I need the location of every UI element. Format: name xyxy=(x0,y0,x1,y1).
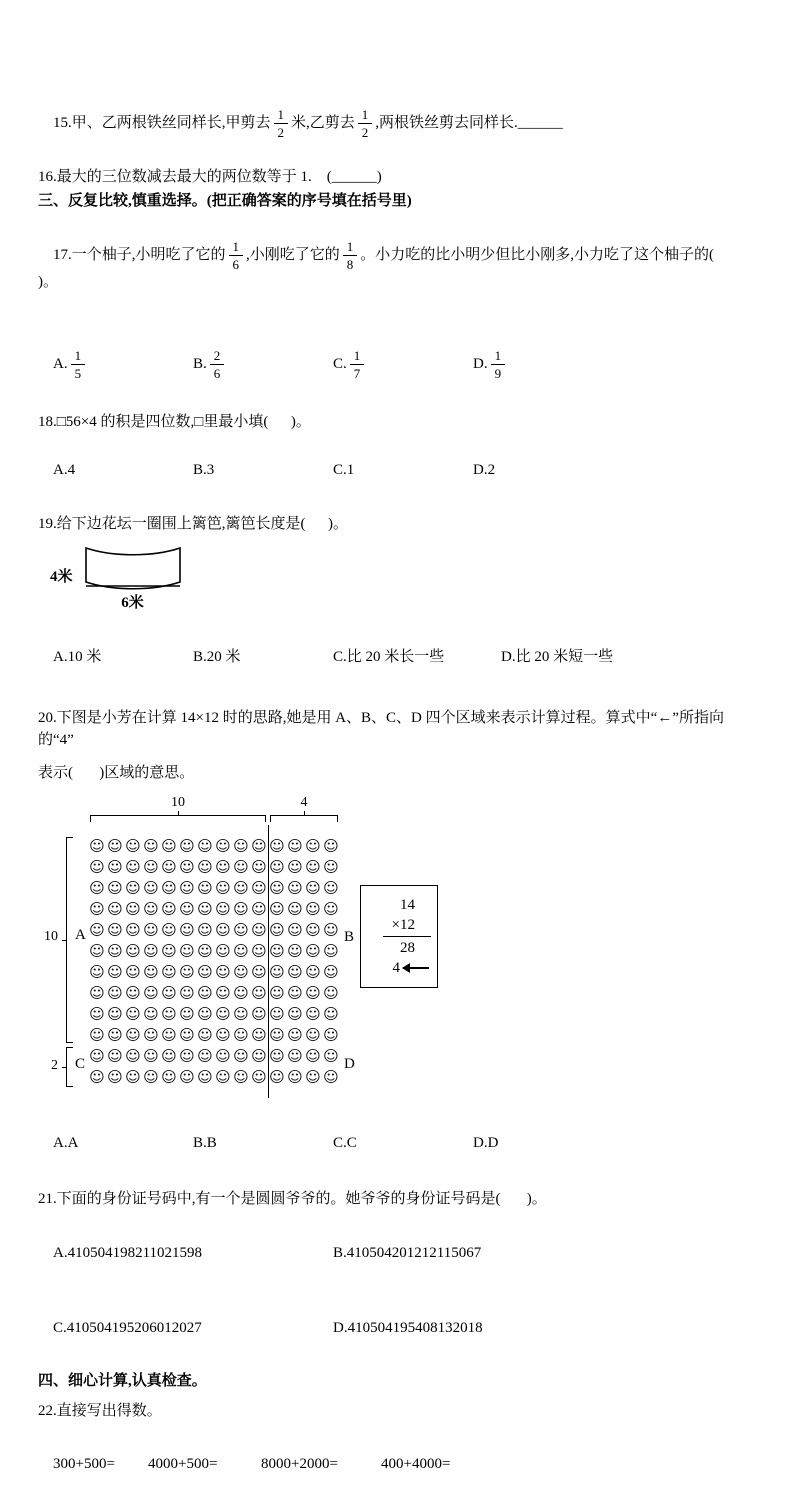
smiley-face-icon: ☺ xyxy=(287,1046,303,1065)
smiley-face-icon: ☺ xyxy=(161,836,177,855)
question-18: 18.□56×4 的积是四位数,□里最小填( )。 xyxy=(38,414,311,430)
smiley-face-icon: ☺ xyxy=(305,962,321,981)
smiley-face-icon: ☺ xyxy=(161,899,177,918)
smiley-face-icon: ☺ xyxy=(251,1046,267,1065)
smiley-face-icon: ☺ xyxy=(251,1004,267,1023)
smiley-face-icon: ☺ xyxy=(89,899,105,918)
smiley-face-icon: ☺ xyxy=(107,1067,123,1086)
left-arrow-icon xyxy=(403,967,429,969)
smiley-face-icon: ☺ xyxy=(197,1067,213,1086)
smiley-face-icon: ☺ xyxy=(233,962,249,981)
smiley-face-icon: ☺ xyxy=(179,899,195,918)
option-d: D. $\frac{1}{9}$ xyxy=(473,349,508,380)
left-brace-top xyxy=(66,837,73,1043)
mult-multiplicand: 14 xyxy=(400,897,415,914)
option-d: D.410504195408132018 xyxy=(333,1319,483,1336)
smiley-face-icon: ☺ xyxy=(323,878,339,897)
smiley-face-icon: ☺ xyxy=(143,941,159,960)
smiley-face-icon: ☺ xyxy=(179,857,195,876)
region-label-d: D xyxy=(344,1056,355,1073)
smiley-face-icon: ☺ xyxy=(215,878,231,897)
left-rows-count-label: 2 xyxy=(51,1058,58,1074)
smiley-face-icon: ☺ xyxy=(323,1046,339,1065)
smiley-face-icon: ☺ xyxy=(107,941,123,960)
smiley-face-icon: ☺ xyxy=(143,878,159,897)
calc-problem: 4000+500= xyxy=(148,1455,218,1472)
smiley-face-icon: ☺ xyxy=(89,857,105,876)
option-a: A.410504198211021598 xyxy=(53,1244,203,1261)
smiley-face-icon: ☺ xyxy=(107,836,123,855)
smiley-face-icon: ☺ xyxy=(89,878,105,897)
smiley-face-icon: ☺ xyxy=(89,941,105,960)
smiley-face-icon: ☺ xyxy=(269,920,285,939)
smiley-face-icon: ☺ xyxy=(107,1025,123,1044)
smiley-face-icon: ☺ xyxy=(197,983,213,1002)
question-18-options xyxy=(38,436,756,503)
option-b: B. $\frac{2}{6}$ xyxy=(193,349,333,380)
smiley-face-icon: ☺ xyxy=(269,899,285,918)
smiley-face-icon: ☺ xyxy=(233,920,249,939)
question-21-options-row1 xyxy=(38,1220,756,1286)
smiley-face-icon: ☺ xyxy=(305,941,321,960)
smiley-face-icon: ☺ xyxy=(161,1046,177,1065)
fraction-one-half: $\frac{1}{2}$ xyxy=(274,108,289,139)
smiley-face-icon: ☺ xyxy=(197,878,213,897)
grid-split-line xyxy=(268,825,269,1098)
question-21: 21.下面的身份证号码中,有一个是圆圆爷爷的。她爷爷的身份证号码是( )。 xyxy=(38,1190,547,1207)
smiley-face-icon: ☺ xyxy=(89,962,105,981)
smiley-face-icon: ☺ xyxy=(89,1046,105,1065)
option-b: B.410504201212115067 xyxy=(333,1244,482,1261)
smiley-face-icon: ☺ xyxy=(143,1004,159,1023)
region-label-a: A xyxy=(75,927,86,944)
smiley-face-icon: ☺ xyxy=(269,1004,285,1023)
section-4-heading: 四、细心计算,认真检查。 xyxy=(38,1372,207,1389)
smiley-face-icon: ☺ xyxy=(107,983,123,1002)
option-c: C.1 xyxy=(333,461,355,478)
fraction-one-sixth: $\frac{1}{6}$ xyxy=(229,240,244,271)
region-label-c: C xyxy=(75,1056,86,1073)
smiley-face-icon: ☺ xyxy=(287,983,303,1002)
smiley-face-icon: ☺ xyxy=(107,1004,123,1023)
option-d: D.比 20 米短一些 xyxy=(501,649,614,666)
smiley-face-icon: ☺ xyxy=(107,878,123,897)
smiley-face-icon: ☺ xyxy=(143,1067,159,1086)
smiley-face-icon: ☺ xyxy=(179,1046,195,1065)
smiley-face-icon: ☺ xyxy=(251,920,267,939)
mult-partial-product: 28 xyxy=(400,940,415,957)
smiley-face-icon: ☺ xyxy=(305,1067,321,1086)
smiley-face-icon: ☺ xyxy=(143,836,159,855)
smiley-face-icon: ☺ xyxy=(161,920,177,939)
q20-area-model-diagram xyxy=(38,795,756,1103)
option-b: B.B xyxy=(193,1134,217,1151)
flowerbed-height-label: 4米 xyxy=(50,569,73,586)
smiley-face-icon: ☺ xyxy=(233,878,249,897)
top-columns-count-label: 4 xyxy=(300,795,308,811)
fraction-one-half: $\frac{1}{2}$ xyxy=(358,108,373,139)
smiley-face-icon: ☺ xyxy=(251,899,267,918)
option-c: C.410504195206012027 xyxy=(53,1319,202,1336)
mult-pointed-digit-row xyxy=(367,958,431,978)
smiley-face-icon: ☺ xyxy=(305,983,321,1002)
smiley-face-icon: ☺ xyxy=(125,983,141,1002)
smiley-face-icon: ☺ xyxy=(251,836,267,855)
smiley-face-icon: ☺ xyxy=(125,878,141,897)
smiley-face-icon: ☺ xyxy=(269,878,285,897)
smiley-face-icon: ☺ xyxy=(89,983,105,1002)
smiley-face-icon: ☺ xyxy=(107,962,123,981)
smiley-face-icon: ☺ xyxy=(89,1025,105,1044)
smiley-face-icon: ☺ xyxy=(143,1046,159,1065)
smiley-face-icon: ☺ xyxy=(269,941,285,960)
smiley-face-icon: ☺ xyxy=(215,857,231,876)
smiley-face-icon: ☺ xyxy=(269,836,285,855)
smiley-face-icon: ☺ xyxy=(143,962,159,981)
smiley-face-icon: ☺ xyxy=(233,899,249,918)
q17-text-post: 。小力吃的比小明少但比小刚多,小力吃了这个柚子的( )。 xyxy=(38,246,737,290)
q17-text-pre: 17.一个柚子,小明吃了它的 xyxy=(53,246,226,263)
smiley-face-icon: ☺ xyxy=(197,899,213,918)
smiley-face-icon: ☺ xyxy=(269,1067,285,1086)
smiley-face-icon: ☺ xyxy=(287,1025,303,1044)
q17-text-mid: ,小刚吃了它的 xyxy=(246,246,340,263)
smiley-face-icon: ☺ xyxy=(125,920,141,939)
smiley-face-icon: ☺ xyxy=(179,920,195,939)
calc-problem: 400+4000= xyxy=(381,1455,451,1472)
smiley-face-icon: ☺ xyxy=(143,857,159,876)
smiley-face-icon: ☺ xyxy=(179,878,195,897)
smiley-face-icon: ☺ xyxy=(161,962,177,981)
option-b: B.3 xyxy=(193,461,215,478)
smiley-face-icon: ☺ xyxy=(323,983,339,1002)
fraction-one-ninth: $\frac{1}{9}$ xyxy=(491,349,506,380)
smiley-face-icon: ☺ xyxy=(179,962,195,981)
fraction-one-seventh: $\frac{1}{7}$ xyxy=(350,349,365,380)
smiley-face-icon: ☺ xyxy=(179,836,195,855)
smiley-face-icon: ☺ xyxy=(215,962,231,981)
smiley-face-icon: ☺ xyxy=(323,920,339,939)
smiley-face-icon: ☺ xyxy=(215,941,231,960)
smiley-face-icon: ☺ xyxy=(233,836,249,855)
question-16: 16.最大的三位数减去最大的两位数等于 1. (______) xyxy=(38,169,382,185)
smiley-face-icon: ☺ xyxy=(161,857,177,876)
smiley-face-icon: ☺ xyxy=(251,857,267,876)
smiley-face-icon: ☺ xyxy=(143,983,159,1002)
smiley-face-icon: ☺ xyxy=(323,1025,339,1044)
smiley-face-icon: ☺ xyxy=(107,857,123,876)
option-a: A.10 米 xyxy=(53,649,102,666)
smiley-face-icon: ☺ xyxy=(125,962,141,981)
smiley-face-icon: ☺ xyxy=(179,1025,195,1044)
smiley-face-icon: ☺ xyxy=(305,878,321,897)
question-19-options xyxy=(38,624,756,691)
smiley-face-icon: ☺ xyxy=(143,920,159,939)
question-20-line1: 20.下图是小芳在计算 14×12 时的思路,她是用 A、B、C、D 四个区域来表示计算过程。算式中“←”所指向的“4” xyxy=(38,710,724,749)
smiley-face-icon: ☺ xyxy=(287,920,303,939)
smiley-face-icon: ☺ xyxy=(287,962,303,981)
left-brace-bottom xyxy=(66,1047,73,1087)
smiley-face-icon: ☺ xyxy=(251,878,267,897)
section-3-heading: 三、反复比较,慎重选择。(把正确答案的序号填在括号里) xyxy=(38,193,412,209)
question-20-line2: 表示( )区域的意思。 xyxy=(38,765,195,782)
flowerbed-shape xyxy=(83,540,183,594)
option-d: D.D xyxy=(473,1134,499,1151)
calc-problem: 300+500= xyxy=(53,1455,115,1472)
smiley-face-icon: ☺ xyxy=(269,962,285,981)
smiley-grid xyxy=(88,835,340,1087)
smiley-face-icon: ☺ xyxy=(215,1004,231,1023)
smiley-face-icon: ☺ xyxy=(305,920,321,939)
smiley-face-icon: ☺ xyxy=(251,962,267,981)
smiley-face-icon: ☺ xyxy=(197,920,213,939)
smiley-face-icon: ☺ xyxy=(125,836,141,855)
smiley-face-icon: ☺ xyxy=(161,878,177,897)
smiley-face-icon: ☺ xyxy=(269,857,285,876)
smiley-face-icon: ☺ xyxy=(215,1046,231,1065)
smiley-face-icon: ☺ xyxy=(215,1025,231,1044)
smiley-face-icon: ☺ xyxy=(305,1004,321,1023)
smiley-face-icon: ☺ xyxy=(125,899,141,918)
smiley-face-icon: ☺ xyxy=(125,1025,141,1044)
smiley-face-icon: ☺ xyxy=(197,857,213,876)
smiley-face-icon: ☺ xyxy=(323,941,339,960)
smiley-face-icon: ☺ xyxy=(215,920,231,939)
fraction-one-eighth: $\frac{1}{8}$ xyxy=(343,240,358,271)
smiley-face-icon: ☺ xyxy=(251,983,267,1002)
mult-multiplier: ×12 xyxy=(391,917,415,934)
smiley-face-icon: ☺ xyxy=(233,1025,249,1044)
smiley-face-icon: ☺ xyxy=(161,983,177,1002)
smiley-face-icon: ☺ xyxy=(197,962,213,981)
smiley-face-icon: ☺ xyxy=(233,983,249,1002)
top-brace-right xyxy=(270,815,338,822)
smiley-face-icon: ☺ xyxy=(215,899,231,918)
smiley-face-icon: ☺ xyxy=(125,1004,141,1023)
q15-text-mid: 米,乙剪去 xyxy=(291,114,355,131)
smiley-face-icon: ☺ xyxy=(251,1025,267,1044)
smiley-face-icon: ☺ xyxy=(323,1004,339,1023)
smiley-face-icon: ☺ xyxy=(287,1004,303,1023)
smiley-grid-wrap xyxy=(88,835,340,1087)
smiley-face-icon: ☺ xyxy=(179,983,195,1002)
smiley-face-icon: ☺ xyxy=(215,1067,231,1086)
smiley-face-icon: ☺ xyxy=(143,899,159,918)
smiley-face-icon: ☺ xyxy=(305,899,321,918)
smiley-face-icon: ☺ xyxy=(233,857,249,876)
question-17 xyxy=(38,218,756,315)
mult-rule-line xyxy=(383,936,431,937)
smiley-face-icon: ☺ xyxy=(287,899,303,918)
option-a: A.A xyxy=(53,1134,79,1151)
q15-text-pre: 15.甲、乙两根铁丝同样长,甲剪去 xyxy=(53,114,271,131)
smiley-face-icon: ☺ xyxy=(287,941,303,960)
smiley-face-icon: ☺ xyxy=(305,1046,321,1065)
smiley-face-icon: ☺ xyxy=(125,857,141,876)
smiley-face-icon: ☺ xyxy=(179,1004,195,1023)
option-c: C. $\frac{1}{7}$ xyxy=(333,349,473,380)
question-17-options xyxy=(38,327,756,402)
smiley-face-icon: ☺ xyxy=(323,899,339,918)
smiley-face-icon: ☺ xyxy=(197,836,213,855)
option-b: B.20 米 xyxy=(193,649,241,666)
smiley-face-icon: ☺ xyxy=(125,941,141,960)
smiley-face-icon: ☺ xyxy=(269,1025,285,1044)
smiley-face-icon: ☺ xyxy=(197,1046,213,1065)
smiley-face-icon: ☺ xyxy=(161,941,177,960)
smiley-face-icon: ☺ xyxy=(215,983,231,1002)
smiley-face-icon: ☺ xyxy=(269,1046,285,1065)
left-rows-count-label: 10 xyxy=(44,929,58,945)
smiley-face-icon: ☺ xyxy=(161,1025,177,1044)
smiley-face-icon: ☺ xyxy=(197,941,213,960)
question-22: 22.直接写出得数。 xyxy=(38,1402,162,1419)
smiley-face-icon: ☺ xyxy=(125,1067,141,1086)
smiley-face-icon: ☺ xyxy=(287,878,303,897)
smiley-face-icon: ☺ xyxy=(323,1067,339,1086)
smiley-face-icon: ☺ xyxy=(107,920,123,939)
smiley-face-icon: ☺ xyxy=(107,899,123,918)
smiley-face-icon: ☺ xyxy=(197,1025,213,1044)
smiley-face-icon: ☺ xyxy=(305,1025,321,1044)
q15-text-post: ,两根铁丝剪去同样长.______ xyxy=(375,114,563,131)
option-d: D.2 xyxy=(473,461,496,478)
smiley-face-icon: ☺ xyxy=(179,1067,195,1086)
question-21-options-row2 xyxy=(38,1295,756,1361)
fraction-one-fifth: $\frac{1}{5}$ xyxy=(71,349,86,380)
smiley-face-icon: ☺ xyxy=(251,941,267,960)
smiley-face-icon: ☺ xyxy=(233,1046,249,1065)
smiley-face-icon: ☺ xyxy=(233,1067,249,1086)
fraction-two-sixths: $\frac{2}{6}$ xyxy=(210,349,225,380)
option-c: C.C xyxy=(333,1134,357,1151)
smiley-face-icon: ☺ xyxy=(197,1004,213,1023)
smiley-face-icon: ☺ xyxy=(233,941,249,960)
option-a: A. $\frac{1}{5}$ xyxy=(53,349,193,380)
smiley-face-icon: ☺ xyxy=(305,857,321,876)
question-15 xyxy=(38,86,756,161)
smiley-face-icon: ☺ xyxy=(323,962,339,981)
smiley-face-icon: ☺ xyxy=(323,857,339,876)
smiley-face-icon: ☺ xyxy=(233,1004,249,1023)
mult-pointed-digit: 4 xyxy=(392,960,400,977)
smiley-face-icon: ☺ xyxy=(125,1046,141,1065)
multiplication-box xyxy=(360,885,438,988)
flowerbed-width-label: 6米 xyxy=(121,594,144,611)
smiley-face-icon: ☺ xyxy=(161,1004,177,1023)
smiley-face-icon: ☺ xyxy=(287,1067,303,1086)
smiley-face-icon: ☺ xyxy=(107,1046,123,1065)
smiley-face-icon: ☺ xyxy=(179,941,195,960)
question-19: 19.给下边花坛一圈围上篱笆,篱笆长度是( )。 xyxy=(38,515,348,532)
smiley-face-icon: ☺ xyxy=(305,836,321,855)
smiley-face-icon: ☺ xyxy=(89,920,105,939)
region-label-b: B xyxy=(344,929,355,946)
smiley-face-icon: ☺ xyxy=(251,1067,267,1086)
smiley-face-icon: ☺ xyxy=(89,836,105,855)
smiley-face-icon: ☺ xyxy=(89,1067,105,1086)
smiley-face-icon: ☺ xyxy=(287,836,303,855)
smiley-face-icon: ☺ xyxy=(269,983,285,1002)
smiley-face-icon: ☺ xyxy=(215,836,231,855)
smiley-face-icon: ☺ xyxy=(143,1025,159,1044)
question-22-problems xyxy=(38,1431,756,1497)
question-20-options xyxy=(38,1109,756,1176)
smiley-face-icon: ☺ xyxy=(161,1067,177,1086)
smiley-face-icon: ☺ xyxy=(287,857,303,876)
flowerbed-diagram xyxy=(50,543,756,609)
calc-problem: 8000+2000= xyxy=(261,1455,338,1472)
top-columns-count-label: 10 xyxy=(171,795,185,811)
option-c: C.比 20 米长一些 xyxy=(333,649,445,666)
smiley-face-icon: ☺ xyxy=(323,836,339,855)
smiley-face-icon: ☺ xyxy=(89,1004,105,1023)
option-a: A.4 xyxy=(53,461,76,478)
top-brace-left xyxy=(90,815,266,822)
